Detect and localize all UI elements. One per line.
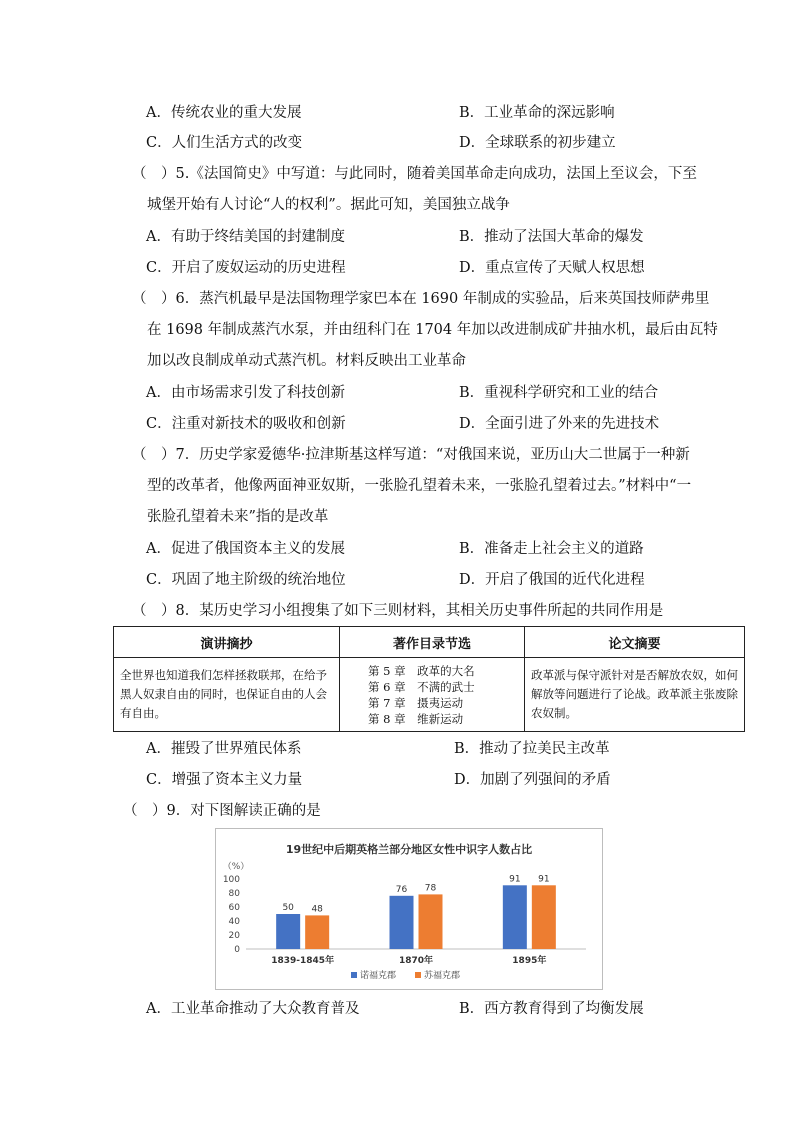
bar-value-label: 48 [311, 904, 323, 915]
bar [419, 894, 443, 949]
abstract-excerpt: 政革派与保守派针对是否解放农奴，如何解放等问题进行了论战。政革派主张废除农奴制。 [525, 658, 745, 732]
table-header-abstract: 论文摘要 [525, 627, 745, 658]
y-tick-label: 100 [222, 875, 240, 885]
q7-option-c: C．巩固了地主阶级的统治地位 [146, 572, 346, 588]
q8-option-b: B．推动了拉美民主改革 [454, 741, 610, 757]
table-header-speech: 演讲摘抄 [114, 627, 340, 658]
toc-line: 第 6 章 不满的武士 [368, 679, 475, 694]
q9-stem-line1: （ ）9．对下图解读正确的是 [123, 803, 321, 819]
q7-option-a: A．促进了俄国资本主义的发展 [146, 541, 345, 557]
q8-option-a: A．摧毁了世界殖民体系 [146, 741, 302, 757]
y-tick-label: 80 [228, 889, 240, 899]
y-tick-label: 40 [228, 917, 240, 927]
q4-option-a: A．传统农业的重大发展 [146, 105, 302, 121]
q5-option-d: D．重点宣传了天赋人权思想 [459, 260, 645, 276]
q7-stem-line1: （ ）7．历史学家爱德华·拉津斯基这样写道：“对俄国来说，亚历山大二世属于一种新 [132, 447, 690, 463]
q6-stem-line2: 在 1698 年制成蒸汽水泵，并由纽科门在 1704 年加以改进制成矿井抽水机，最后由瓦特 [147, 322, 718, 338]
q6-option-a: A．由市场需求引发了科技创新 [146, 385, 345, 401]
bar-value-label: 91 [509, 874, 521, 885]
q5-option-b: B．推动了法国大革命的爆发 [459, 229, 644, 245]
q5-stem-line1: （ ）5.《法国简史》中写道：与此同时，随着美国革命走向成功，法国上至议会，下至 [132, 166, 697, 182]
bar-value-label: 78 [424, 883, 437, 894]
toc-line: 第 8 章 维新运动 [368, 711, 464, 726]
toc-line: 第 7 章 摄夷运动 [368, 695, 464, 710]
q7-option-d: D．开启了俄国的近代化进程 [459, 572, 645, 588]
chart-y-unit: （%） [222, 862, 250, 872]
speech-excerpt: 全世界也知道我们怎样拯救联邦，在给予黑人奴隶自由的同时，也保证自由的人会有自由。 [114, 658, 340, 732]
x-tick-label: 1870年 [398, 956, 434, 966]
q9-option-a: A．工业革命推动了大众教育普及 [146, 1001, 360, 1017]
legend-swatch [415, 972, 421, 978]
q8-option-d: D．加剧了列强间的矛盾 [454, 772, 611, 788]
q5-option-a: A．有助于终结美国的封建制度 [146, 229, 345, 245]
literacy-chart [215, 828, 603, 990]
chart-title: 19世纪中后期英格兰部分地区女性中识字人数占比 [285, 843, 533, 856]
q9-option-b: B．西方教育得到了均衡发展 [459, 1001, 644, 1017]
x-tick-label: 1839-1845年 [271, 956, 335, 966]
legend-swatch [351, 972, 357, 978]
q8-option-c: C．增强了资本主义力量 [146, 772, 303, 788]
bar-value-label: 50 [282, 903, 294, 913]
q6-stem-line1: （ ）6．蒸汽机最早是法国物理学家巴本在 1690 年制成的实验品，后来英国技师萨弗里 [132, 291, 710, 307]
q4-option-b: B．工业革命的深远影响 [459, 105, 615, 121]
bar [503, 885, 527, 949]
table-header-toc: 著作目录节选 [340, 627, 525, 658]
x-tick-label: 1895年 [512, 956, 547, 966]
q6-option-b: B．重视科学研究和工业的结合 [459, 385, 659, 401]
y-tick-label: 60 [228, 903, 240, 913]
q7-stem-line3: 张脸孔望着未来”指的是改革 [147, 509, 329, 525]
toc-line: 第 5 章 政革的大名 [368, 663, 475, 678]
q4-option-c: C．人们生活方式的改变 [146, 135, 303, 151]
legend-label: 诺福克郡 [360, 971, 397, 981]
materials-table [113, 626, 745, 732]
literacy-chart-svg [216, 829, 602, 989]
q5-stem-line2: 城堡开始有人讨论“人的权利”。据此可知，美国独立战争 [147, 197, 510, 213]
q4-option-d: D．全球联系的初步建立 [459, 135, 616, 151]
bar [305, 915, 329, 949]
q6-option-c: C．注重对新技术的吸收和创新 [146, 416, 346, 432]
legend-label: 苏福克郡 [424, 971, 461, 981]
bar [532, 885, 556, 949]
toc-excerpt [340, 658, 525, 732]
q5-option-c: C．开启了废奴运动的历史进程 [146, 260, 346, 276]
q6-stem-line3: 加以改良制成单动式蒸汽机。材料反映出工业革命 [147, 353, 466, 369]
bar-value-label: 76 [395, 884, 408, 895]
q8-stem-line1: （ ）8．某历史学习小组搜集了如下三则材料，其相关历史事件所起的共同作用是 [132, 603, 664, 619]
q7-option-b: B．准备走上社会主义的道路 [459, 541, 644, 557]
bar [276, 914, 300, 949]
y-tick-label: 0 [234, 945, 240, 955]
q6-option-d: D．全面引进了外来的先进技术 [459, 416, 660, 432]
bar [390, 896, 414, 949]
bar-value-label: 91 [538, 874, 550, 885]
y-tick-label: 20 [228, 931, 240, 941]
q7-stem-line2: 型的改革者，他像两面神亚奴斯，一张脸孔望着未来，一张脸孔望着过去。”材料中“一 [147, 478, 692, 494]
